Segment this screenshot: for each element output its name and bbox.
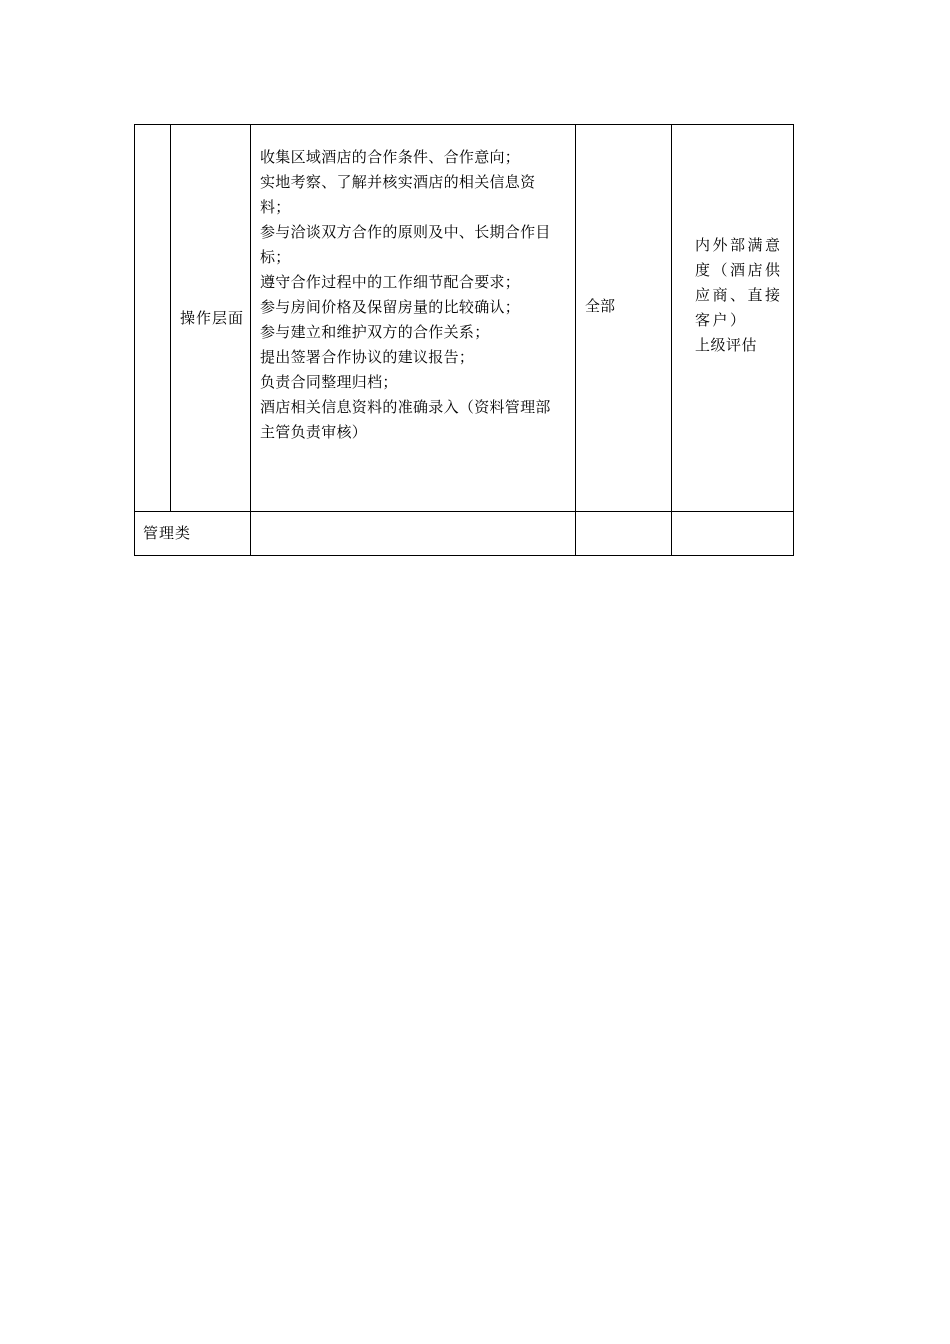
management-scope-cell bbox=[576, 512, 672, 556]
duty-item: 参与洽谈双方合作的原则及中、长期合作目标； bbox=[260, 223, 551, 266]
duty-item: 参与建立和维护双方的合作关系； bbox=[260, 323, 490, 341]
management-label: 管理类 bbox=[143, 524, 192, 542]
management-evaluation-cell bbox=[672, 512, 794, 556]
management-label-cell bbox=[135, 512, 251, 556]
duty-item: 酒店相关信息资料的准确录入（资料管理部主管负责审核） bbox=[260, 398, 551, 441]
management-duties-cell bbox=[251, 512, 576, 556]
duty-item: 收集区域酒店的合作条件、合作意向； bbox=[260, 148, 521, 166]
duty-item: 参与房间价格及保留房量的比较确认； bbox=[260, 298, 521, 316]
duty-item: 提出签署合作协议的建议报告； bbox=[260, 348, 475, 366]
duties-cell bbox=[251, 125, 576, 512]
duty-item: 负责合同整理归档； bbox=[260, 373, 398, 391]
duty-item: 遵守合作过程中的工作细节配合要求； bbox=[260, 273, 521, 291]
level-label: 操作层面 bbox=[180, 308, 245, 327]
category-spacer-cell bbox=[135, 125, 171, 512]
evaluation-primary: 内外部满意度（酒店供应商、直接客户） bbox=[695, 236, 783, 329]
responsibility-table bbox=[134, 124, 794, 556]
management-row bbox=[135, 512, 794, 556]
duty-item: 实地考察、了解并核实酒店的相关信息资料； bbox=[260, 173, 536, 216]
evaluation-cell bbox=[672, 125, 794, 512]
operation-level-row bbox=[135, 125, 794, 512]
evaluation-secondary: 上级评估 bbox=[695, 336, 758, 354]
scope-value: 全部 bbox=[585, 296, 616, 315]
scope-cell bbox=[576, 125, 672, 512]
level-cell bbox=[171, 125, 251, 512]
